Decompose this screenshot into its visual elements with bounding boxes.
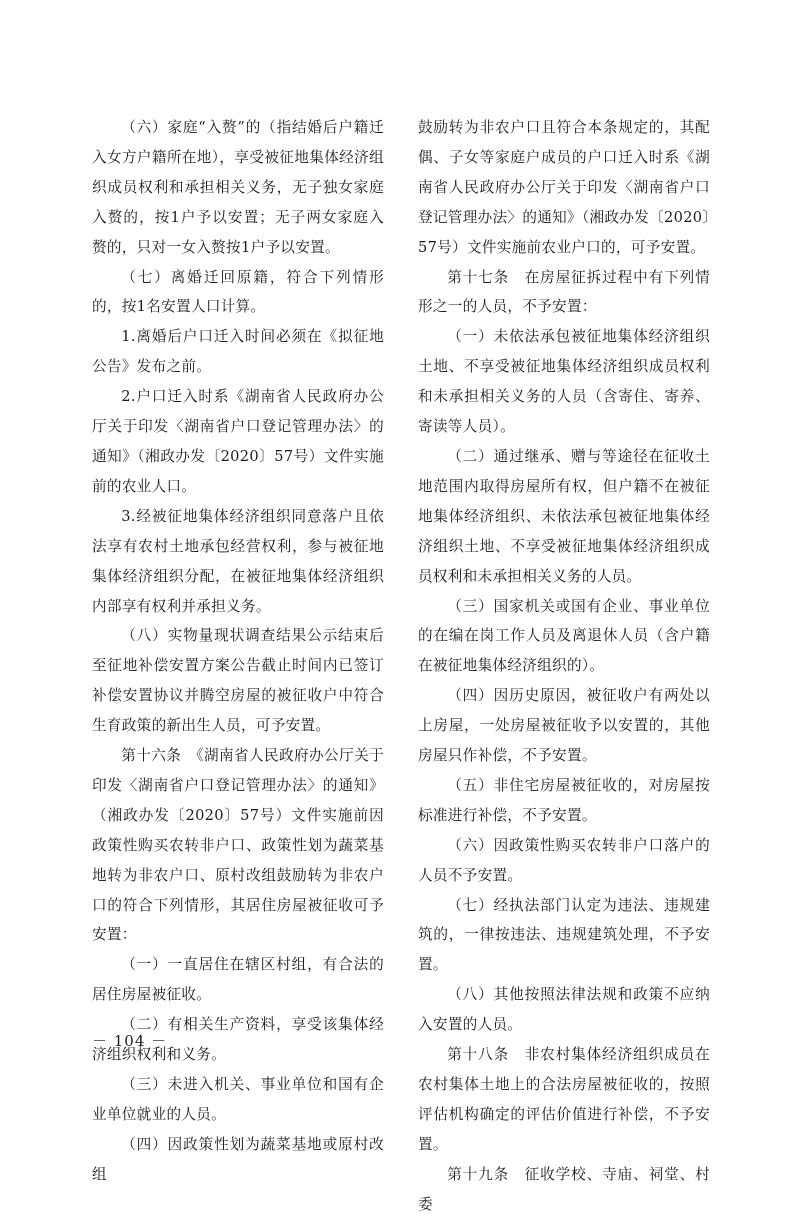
paragraph: （六）家庭“入赘”的（指结婚后户籍迁入女方户籍所在地），享受被征地集体经济组织成员权利和承担相关义务，无子独女家庭入赘的，按1户予以安置；无子两女家庭入赘的，只对一女入赘按1户予以安置。 [92, 119, 384, 256]
paragraph: 第十九条 征收学校、寺庙、祠堂、村委 [418, 1165, 710, 1213]
paragraph: （一）一直居住在辖区村组，有合法的居住房屋被征收。 [92, 956, 384, 1004]
paragraph: 第十七条 在房屋征拆过程中有下列情形之一的人员，不予安置： [418, 268, 710, 316]
right-column [418, 113, 710, 1220]
paragraph: （六）因政策性购买农转非户口落户的人员不予安置。 [418, 836, 710, 884]
paragraph: （四）因政策性划为蔬菜基地或原村改组 [92, 1135, 384, 1183]
paragraph: 1.离婚后户口迁入时间必须在《拟征地公告》发布之前。 [92, 328, 384, 376]
paragraph: （二）有相关生产资料，享受该集体经济组织权利和义务。 [92, 1016, 384, 1064]
paragraph: （四）因历史原因，被征收户有两处以上房屋，一处房屋被征收予以安置的，其他房屋只作补偿，不予安置。 [418, 687, 710, 765]
paragraph: （二）通过继承、赠与等途径在征收土地范围内取得房屋所有权，但户籍不在被征地集体经济组织、未依法承包被征地集体经济组织土地、不享受被征地集体经济组织成员权利和未承担相关义务的人员。 [418, 447, 710, 585]
page-number: － 104 － [92, 1032, 168, 1050]
paragraph: （八）其他按照法律法规和政策不应纳入安置的人员。 [418, 986, 710, 1034]
paragraph: （五）非住宅房屋被征收的，对房屋按标准进行补偿，不予安置。 [418, 776, 710, 824]
paragraph: 2.户口迁入时系《湖南省人民政府办公厅关于印发〈湖南省户口登记管理办法〉的通知》（湘政办发〔2020〕57号）文件实施前的农业人口。 [92, 388, 384, 495]
paragraph: （七）经执法部门认定为违法、违规建筑的，一律按违法、违规建筑处理，不予安置。 [418, 896, 710, 974]
paragraph: （三）国家机关或国有企业、事业单位的在编在岗工作人员及离退休人员（含户籍在被征地集体经济组织的）。 [418, 597, 710, 675]
paragraph: （一）未依法承包被征地集体经济组织土地、不享受被征地集体经济组织成员权利和未承担相关义务的人员（含寄住、寄养、寄读等人员）。 [418, 328, 710, 436]
paragraph: 第十八条 非农村集体经济组织成员在农村集体土地上的合法房屋被征收的，按照评估机构确定的评估价值进行补偿，不予安置。 [418, 1046, 710, 1153]
paragraph: 第十六条 《湖南省人民政府办公厅关于印发〈湖南省户口登记管理办法〉的通知》（湘政办发〔2020〕57号）文件实施前因政策性购买农转非户口、政策性划为蔬菜基地转为非农户口、原村改组鼓励转为非农户口的符合下列情形，其居住房屋被征收可予安置： [92, 747, 384, 944]
paragraph: 3.经被征地集体经济组织同意落户且依法享有农村土地承包经营权利，参与被征地集体经济组织分配，在被征地集体经济组织内部享有权利并承担义务。 [92, 507, 384, 615]
paragraph: （三）未进入机关、事业单位和国有企业单位就业的人员。 [92, 1076, 384, 1123]
paragraph: （八）实物量现状调查结果公示结束后至征地补偿安置方案公告截止时间内已签订补偿安置协议并腾空房屋的被征收户中符合生育政策的新出生人员，可予安置。 [92, 627, 384, 735]
paragraph: （七）离婚迁回原籍，符合下列情形的，按1名安置人口计算。 [92, 268, 384, 316]
left-column [92, 113, 384, 1190]
paragraph-continuation: 鼓励转为非农户口且符合本条规定的，其配偶、子女等家庭户成员的户口迁入时系《湖南省人民政府办公厅关于印发〈湖南省户口登记管理办法〉的通知》（湘政办发〔2020〕57号）文件实施前农业户口的，可予安置。 [418, 119, 710, 256]
